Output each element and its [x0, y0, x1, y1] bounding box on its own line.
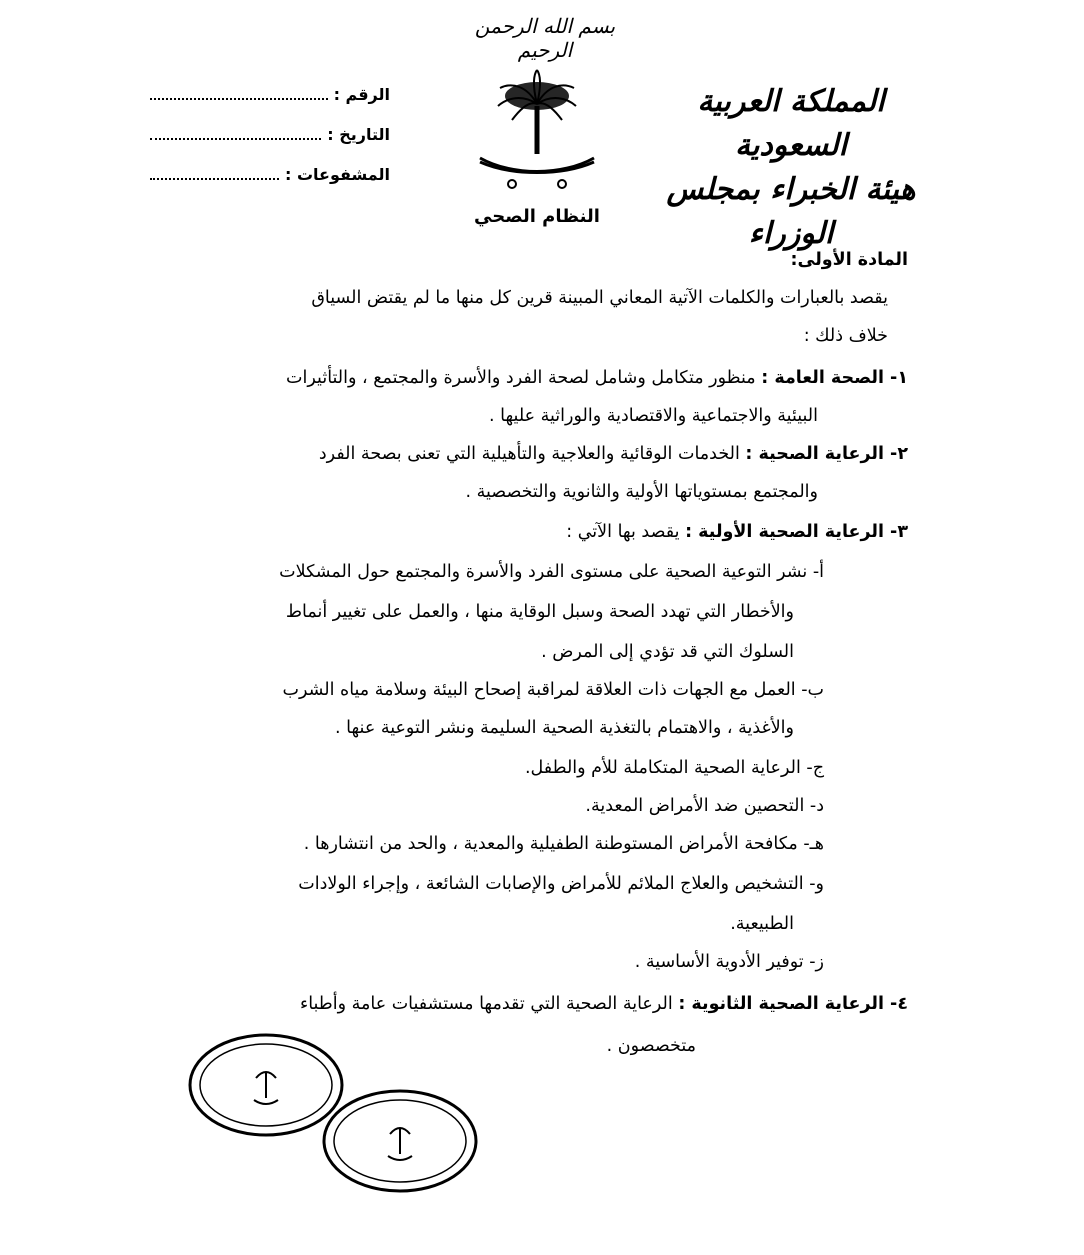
item-3e-line-1: هـ- مكافحة الأمراض المستوطنة الطفيلية والمعدية ، والحد من انتشارها . — [303, 834, 824, 854]
kingdom-name: المملكة العربية السعودية — [697, 84, 885, 163]
item-2-line-2: والمجتمع بمستوياتها الأولية والثانوية والتخصصية . — [465, 482, 818, 502]
item-4-term: ٤- الرعاية الصحية الثانوية : — [678, 994, 908, 1014]
item-3-term: ٣- الرعاية الصحية الأولية : — [685, 522, 908, 542]
ref-number-dots — [150, 84, 328, 100]
item-2-term: ٢- الرعاية الصحية : — [745, 444, 908, 464]
item-1-line-1 — [286, 368, 908, 388]
ref-number-label: الرقم : — [333, 85, 390, 104]
item-3a-line-2: والأخطار التي تهدد الصحة وسبل الوقاية منها ، والعمل على تغيير أنماط — [285, 602, 794, 622]
item-1-text: منظور متكامل وشامل لصحة الفرد والأسرة والمجتمع ، والتأثيرات — [286, 368, 756, 388]
item-2-line-1 — [319, 444, 908, 464]
ref-date-label: التاريخ : — [327, 125, 390, 144]
item-3b-line-2: والأغذية ، والاهتمام بالتغذية الصحية السليمة ونشر التوعية عنها . — [335, 718, 794, 738]
item-4-line-2: متخصصون . — [606, 1036, 696, 1056]
letterhead-title — [656, 80, 926, 256]
basmala: بسم الله الرحمن الرحيم — [474, 14, 616, 62]
item-3-text: يقصد بها الآتي : — [566, 522, 680, 542]
item-1-term: ١- الصحة العامة : — [761, 368, 908, 388]
document-title: النظام الصحي — [474, 206, 600, 227]
item-4-text: الرعاية الصحية التي تقدمها مستشفيات عامة وأطباء — [299, 994, 673, 1014]
item-3a-line-1: أ- نشر التوعية الصحية على مستوى الفرد والأسرة والمجتمع حول المشكلات — [279, 562, 824, 582]
item-3f-line-2: الطبيعية. — [730, 914, 794, 934]
intro-line-1: يقصد بالعبارات والكلمات الآتية المعاني المبينة قرين كل منها ما لم يقتض السياق — [311, 288, 888, 308]
ref-attachments-field — [150, 164, 390, 184]
item-4-line-1 — [300, 994, 908, 1014]
item-3f-line-1: و- التشخيص والعلاج الملائم للأمراض والإصابات الشائعة ، وإجراء الولادات — [298, 874, 824, 894]
ref-date-dots — [150, 124, 321, 140]
item-3-line-1 — [566, 522, 908, 542]
item-1-line-2: البيئية والاجتماعية والاقتصادية والوراثية عليها . — [489, 406, 818, 426]
item-3b-line-1: ب- العمل مع الجهات ذات العلاقة لمراقبة إصحاح البيئة وسلامة مياه الشرب — [282, 680, 824, 700]
item-3c-line-1: ج- الرعاية الصحية المتكاملة للأم والطفل. — [524, 758, 824, 778]
article-heading: المادة الأولى: — [790, 250, 908, 270]
ref-attachments-dots — [150, 164, 279, 180]
ref-date-field — [150, 124, 390, 144]
ref-attachments-label: المشفوعات : — [284, 165, 390, 184]
item-3a-line-3: السلوك التي قد تؤدي إلى المرض . — [541, 642, 794, 662]
saudi-emblem-icon — [472, 66, 602, 196]
item-3d-line-1: د- التحصين ضد الأمراض المعدية. — [585, 796, 824, 816]
authority-name: هيئة الخبراء بمجلس الوزراء — [666, 172, 916, 251]
item-2-text: الخدمات الوقائية والعلاجية والتأهيلية التي تعنى بصحة الفرد — [318, 444, 740, 464]
experts-commission-stamp — [320, 1086, 480, 1196]
intro-line-2: خلاف ذلك : — [803, 326, 888, 346]
item-3g-line-1: ز- توفير الأدوية الأساسية . — [634, 952, 824, 972]
ref-number-field — [150, 84, 390, 104]
